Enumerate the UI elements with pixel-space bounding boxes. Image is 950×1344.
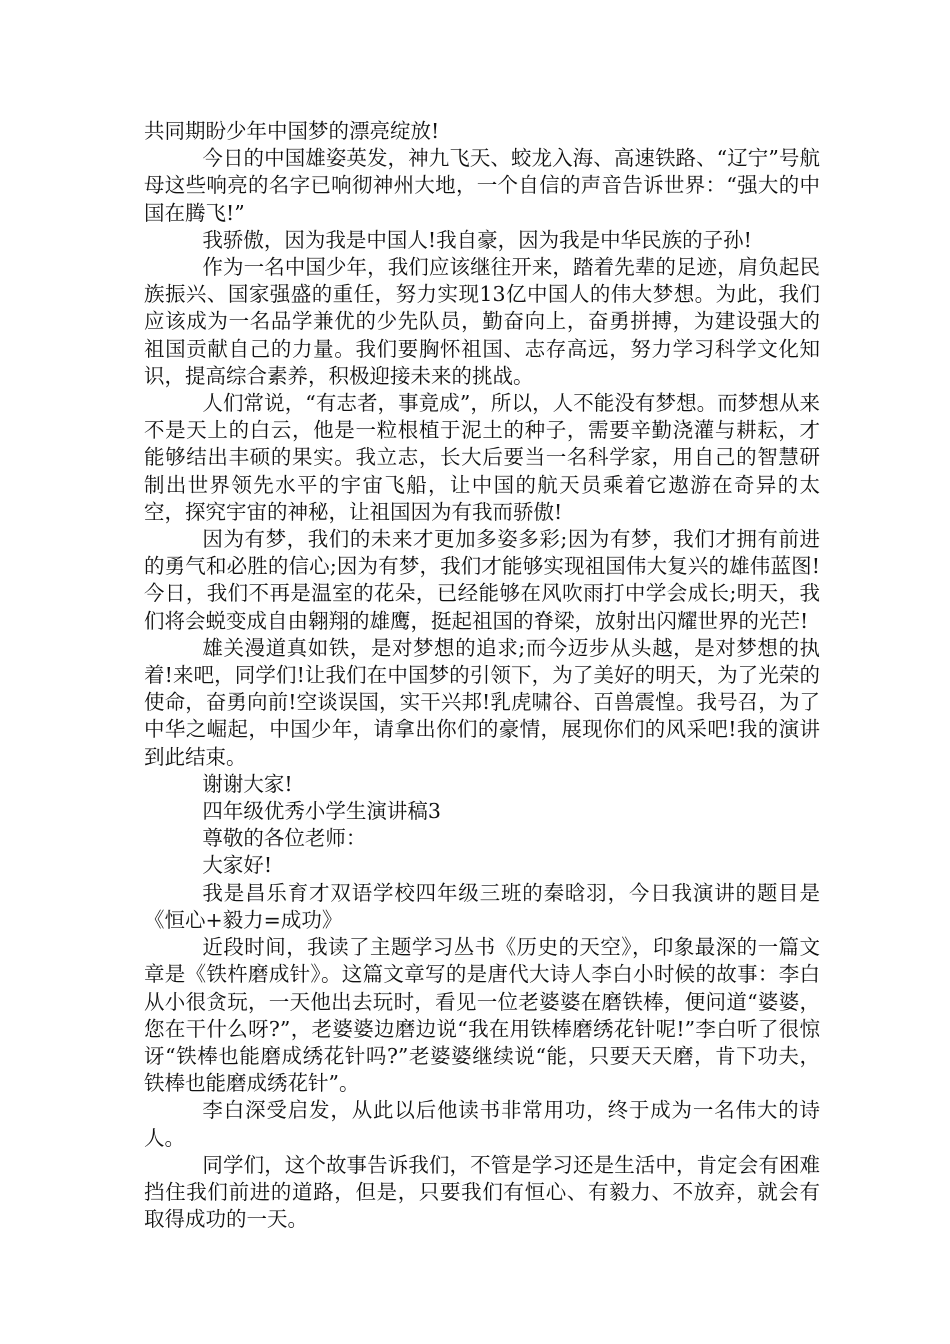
paragraph-china-rising: 今日的中国雄姿英发，神九飞天、蛟龙入海、高速铁路、“辽宁”号航母这些响亮的名字已响彻神州大地，一个自信的声音告诉世界：“强大的中国在腾飞!”	[144, 146, 820, 225]
paragraph-proud: 我骄傲，因为我是中国人!我自豪，因为我是中华民族的子孙!	[202, 227, 752, 252]
speech-title: 四年级优秀小学生演讲稿3	[202, 799, 441, 824]
paragraph-li-bai: 李白深受启发，从此以后他读书非常用功，终于成为一名伟大的诗人。	[144, 1098, 820, 1150]
paragraph-continuation: 共同期盼少年中国梦的漂亮绽放!	[144, 119, 440, 143]
paragraph-story: 近段时间，我读了主题学习丛书《历史的天空》，印象最深的一篇文章是《铁杵磨成针》。这篇文章写的是唐代大诗人李白小时候的故事：李白从小很贪玩，一天他出去玩时，看见一位老婆婆在磨铁棒，便问道“婆婆，您在干什么呀?”，老婆婆边磨边说“我在用铁棒磨绣花针呢!”李白听了很惊讶“铁棒也能磨成绣花针吗?”老婆婆继续说“能，只要天天磨，肯下功夫，铁棒也能磨成绣花针”。	[144, 935, 820, 1096]
greeting: 大家好!	[202, 853, 273, 878]
paragraph-because-of-dreams: 因为有梦，我们的未来才更加多姿多彩;因为有梦，我们才拥有前进的勇气和必胜的信心;因为有梦，我们才能够实现祖国伟大复兴的雄伟蓝图!今日，我们不再是温室的花朵，已经能够在风吹雨打中学会成长;明天，我们将会蜕变成自由翱翔的雄鹰，挺起祖国的脊梁，放射出闪耀世界的光芒!	[144, 527, 820, 633]
paragraph-lesson: 同学们，这个故事告诉我们，不管是学习还是生活中，肯定会有困难挡住我们前进的道路，但是，只要我们有恒心、有毅力、不放弃，就会有取得成功的一天。	[144, 1152, 820, 1232]
paragraph-call-to-action: 雄关漫道真如铁，是对梦想的追求;而今迈步从头越，是对梦想的执着!来吧，同学们!让我们在中国梦的引领下，为了美好的明天，为了光荣的使命，奋勇向前!空谈误国，实干兴邦!乳虎啸谷、百兽震惶。我号召，为了中华之崛起，中国少年，请拿出你们的豪情，展现你们的风采吧!我的演讲到此结束。	[144, 635, 820, 769]
salutation-teachers: 尊敬的各位老师：	[202, 826, 367, 851]
paragraph-thanks: 谢谢大家!	[202, 771, 293, 796]
paragraph-introduction: 我是昌乐育才双语学校四年级三班的秦晗羽，今日我演讲的题目是《恒心+毅力=成功》	[144, 880, 820, 932]
paragraph-chinese-youth: 作为一名中国少年，我们应该继往开来，踏着先辈的足迹，肩负起民族振兴、国家强盛的重任，努力实现13亿中国人的伟大梦想。为此，我们应该成为一名品学兼优的少先队员，勤奋向上，奋勇拼搏，为建设强大的祖国贡献自己的力量。我们要胸怀祖国、志存高远，努力学习科学文化知识，提高综合素养，积极迎接未来的挑战。	[144, 255, 820, 388]
paragraph-dream-ambition: 人们常说，“有志者，事竟成”，所以，人不能没有梦想。而梦想从来不是天上的白云，他是一粒根植于泥土的种子，需要辛勤浇灌与耕耘，才能够结出丰硕的果实。我立志，长大后要当一名科学家，用自己的智慧研制出世界领先水平的宇宙飞船，让中国的航天员乘着它遨游在奇异的太空，探究宇宙的神秘，让祖国因为有我而骄傲!	[144, 391, 820, 524]
document-page	[144, 118, 820, 1233]
